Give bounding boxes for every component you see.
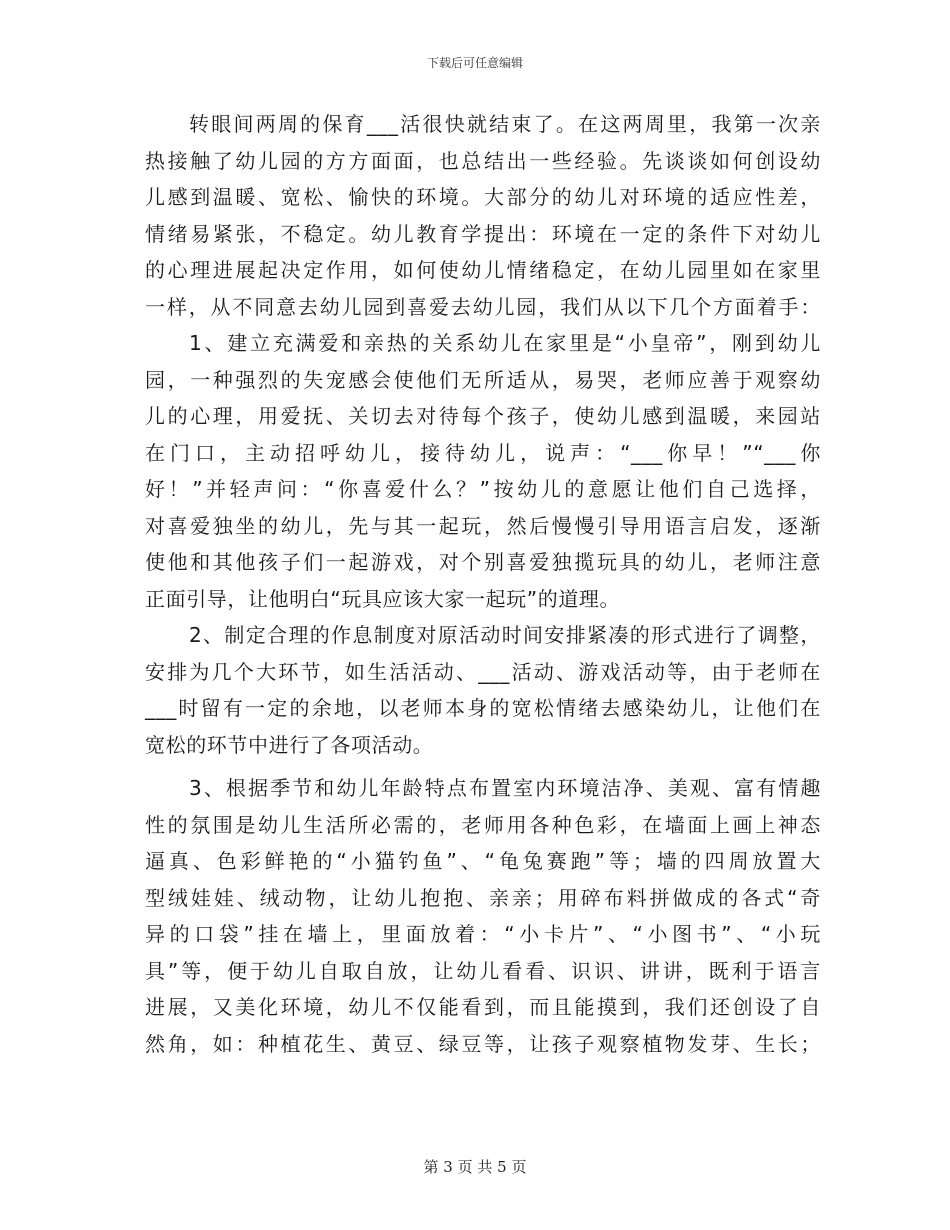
text-line: 情绪易紧张，不稳定。幼儿教育学提出：环境在一定的条件下对幼儿 (145, 221, 821, 246)
text-line: 在门口，主动招呼幼儿，接待幼儿，说声：“___你早！”“___你 (145, 440, 821, 465)
document-body (145, 106, 821, 1062)
text-line: 进展，又美化环境，幼儿不仅能看到，而且能摸到，我们还创设了自 (145, 995, 821, 1019)
text-line: 安排为几个大环节，如生活活动、___活动、游戏活动等，由于老师在 (145, 659, 821, 684)
page-number: 第 3 页 共 5 页 (423, 1158, 527, 1176)
text-line: 逼真、色彩鲜艳的“小猫钓鱼”、“龟兔赛跑”等；墙的四周放置大 (145, 849, 821, 873)
text-line: 儿感到温暖、宽松、愉快的环境。大部分的幼儿对环境的适应性差， (145, 185, 821, 209)
text-line: 好！”并轻声问：“你喜爱什么？”按幼儿的意愿让他们自己选择， (145, 477, 821, 501)
paragraph-item-3 (145, 770, 821, 1062)
text-line: ___时留有一定的余地，以老师本身的宽松情绪去感染幼儿，让他们在 (145, 696, 821, 720)
text-line: 然角，如：种植花生、黄豆、绿豆等，让孩子观察植物发芽、生长； (145, 1031, 821, 1056)
text-line: 园，一种强烈的失宠感会使他们无所适从，易哭，老师应善于观察幼 (145, 367, 821, 392)
text-line: 一样，从不同意去幼儿园到喜爱去幼儿园，我们从以下几个方面着手： (145, 294, 821, 319)
text-line: 2、制定合理的作息制度对原活动时间安排紧凑的形式进行了调整， (189, 623, 821, 647)
text-line: 对喜爱独坐的幼儿，先与其一起玩，然后慢慢引导用语言启发，逐渐 (145, 513, 821, 538)
text-line: 异的口袋”挂在墙上，里面放着：“小卡片”、“小图书”、“小玩 (145, 922, 821, 946)
text-line: 儿的心理，用爱抚、关切去对待每个孩子，使幼儿感到温暖，来园站 (145, 404, 821, 428)
paragraph-gap (145, 763, 821, 770)
text-line: 1、建立充满爱和亲热的关系幼儿在家里是“小皇帝”，刚到幼儿 (189, 331, 821, 355)
text-line: 转眼间两周的保育___活很快就结束了。在这两周里，我第一次亲 (189, 112, 821, 136)
text-line: 宽松的环节中进行了各项活动。 (145, 732, 434, 757)
paragraph-intro (145, 106, 821, 325)
text-line: 3、根据季节和幼儿年龄特点布置室内环境洁净、美观、富有情趣 (189, 776, 821, 800)
text-line: 正面引导，让他明白“玩具应该大家一起玩”的道理。 (145, 586, 621, 611)
text-line: 性的氛围是幼儿生活所必需的，老师用各种色彩，在墙面上画上神态 (145, 812, 821, 837)
paragraph-item-2 (145, 617, 821, 763)
text-line: 型绒娃娃、绒动物，让幼儿抱抱、亲亲；用碎布料拼做成的各式“奇 (145, 885, 821, 910)
page-header-note: 下载后可任意编辑 (426, 56, 523, 70)
paragraph-item-1 (145, 325, 821, 617)
text-line: 热接触了幼儿园的方方面面，也总结出一些经验。先谈谈如何创设幼 (145, 148, 821, 173)
text-line: 具”等，便于幼儿自取自放，让幼儿看看、识识、讲讲，既利于语言 (145, 958, 821, 983)
text-line: 使他和其他孩子们一起游戏，对个别喜爱独揽玩具的幼儿，老师注意 (145, 550, 821, 574)
text-line: 的心理进展起决定作用，如何使幼儿情绪稳定，在幼儿园里如在家里 (145, 258, 821, 282)
